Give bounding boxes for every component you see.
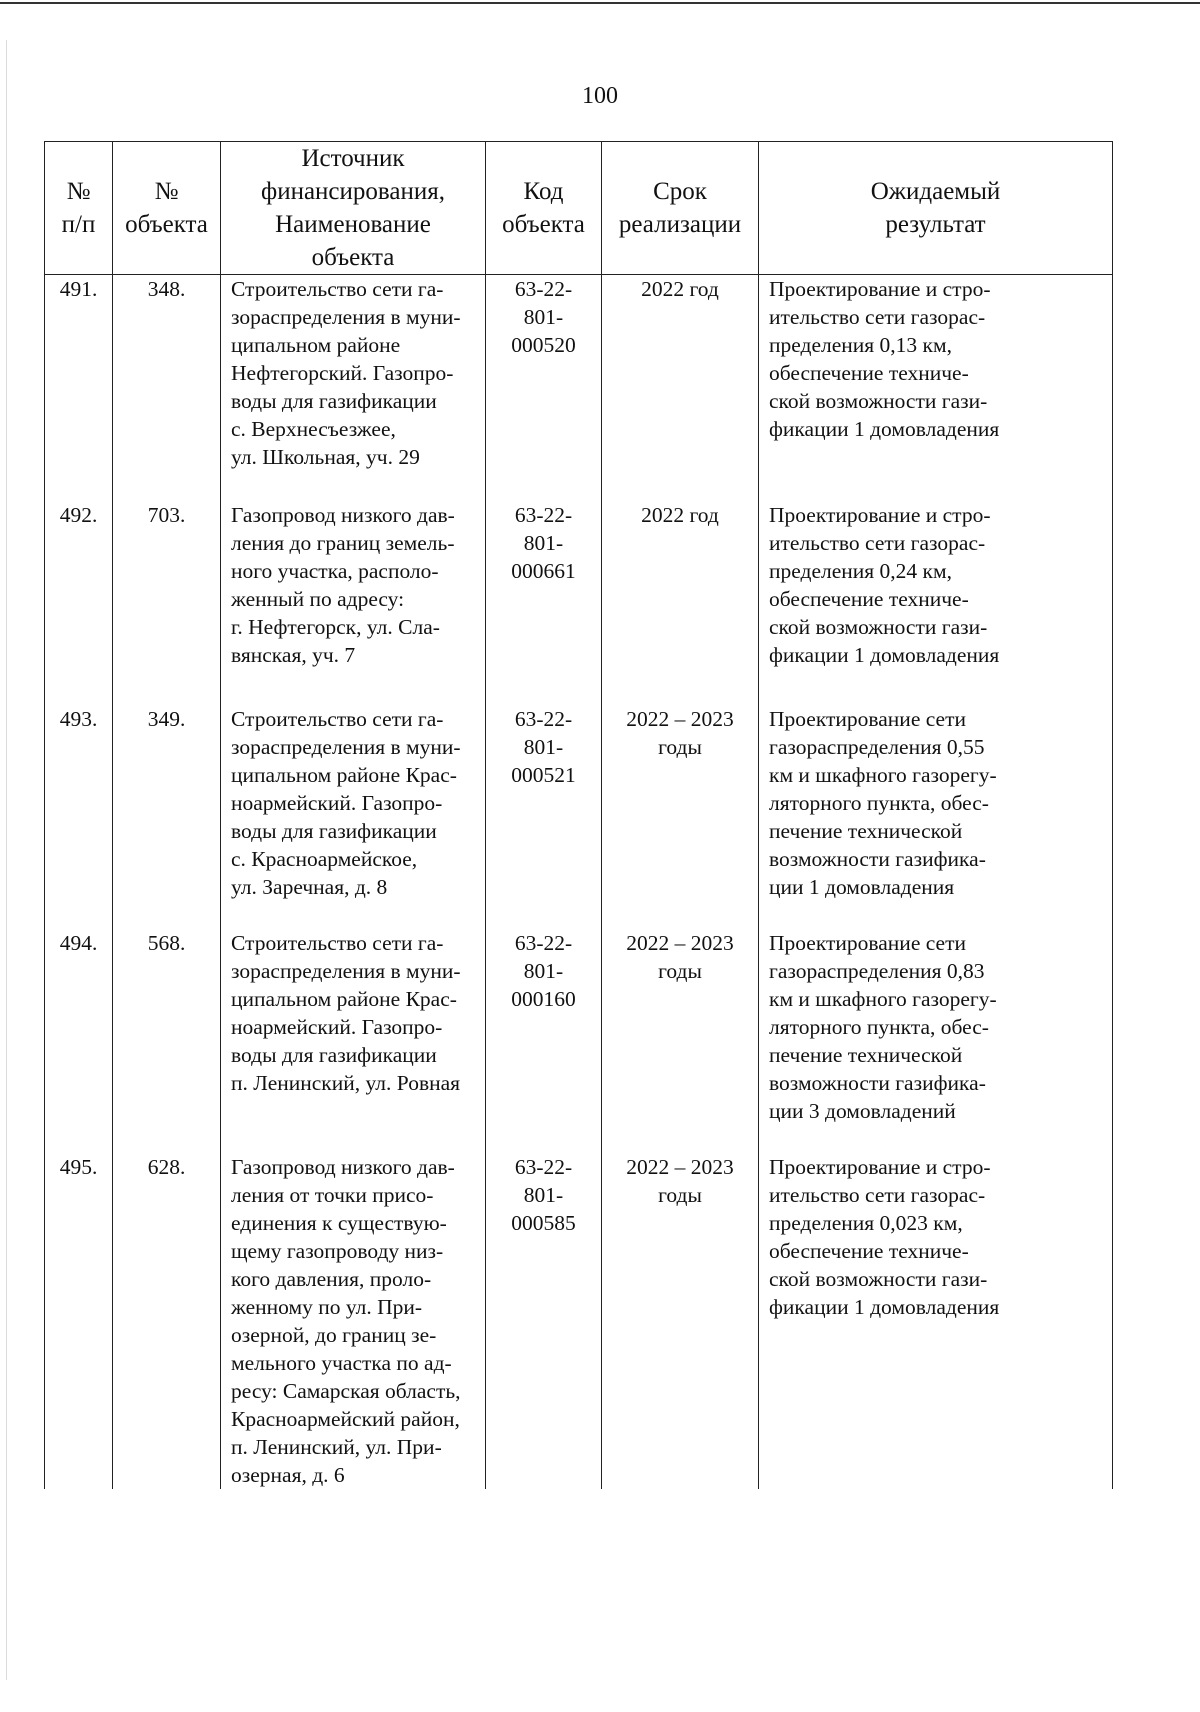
- object-code: 63-22- 801- 000520: [486, 275, 602, 501]
- implementation-term: 2022 – 2023 годы: [602, 1153, 759, 1489]
- expected-result: Проектирование сети газораспределения 0,83 км и шкафного газорегу- ляторного пункта, обес- печение технической возможности газифика- ции 3 домовладений: [759, 929, 1113, 1153]
- table-row: [45, 929, 1113, 1153]
- object-code: 63-22- 801- 000521: [486, 705, 602, 929]
- implementation-term: 2022 год: [602, 275, 759, 501]
- implementation-term: 2022 – 2023 годы: [602, 929, 759, 1153]
- row-number: 493.: [45, 705, 113, 929]
- expected-result: Проектирование и стро- ительство сети газорас- пределения 0,023 км, обеспечение техниче- ской возможности гази- фикации 1 домовладения: [759, 1153, 1113, 1489]
- header-expected-result: Ожидаемый результат: [759, 142, 1113, 275]
- table-row: [45, 275, 1113, 501]
- object-name: Строительство сети га- зораспределения в муни- ципальном районе Нефтегорский. Газопро- воды для газификации с. Верхнесъезжее, ул. Школьная, уч. 29: [221, 275, 486, 501]
- object-name: Газопровод низкого дав- ления от точки присо- единения к существую- щему газопроводу низ- кого давления, проло- женному по ул. При- озерной, до границ зе- мельного участка по ад- ресу: Самарская область, Красноармейский район, п. Ленинский, ул. При- озерная, д. 6: [221, 1153, 486, 1489]
- table-row: [45, 1153, 1113, 1489]
- header-row-number: № п/п: [45, 142, 113, 275]
- expected-result: Проектирование и стро- ительство сети газорас- пределения 0,13 км, обеспечение техниче- ской возможности гази- фикации 1 домовладения: [759, 275, 1113, 501]
- row-number: 494.: [45, 929, 113, 1153]
- header-funding-source: Источник финансирования, Наименование объекта: [221, 142, 486, 275]
- table-header-row: [45, 142, 1113, 275]
- expected-result: Проектирование сети газораспределения 0,55 км и шкафного газорегу- ляторного пункта, обес- печение технической возможности газифика- ции 1 домовладения: [759, 705, 1113, 929]
- expected-result: Проектирование и стро- ительство сети газорас- пределения 0,24 км, обеспечение техниче- ской возможности гази- фикации 1 домовладения: [759, 501, 1113, 705]
- object-code: 63-22- 801- 000160: [486, 929, 602, 1153]
- implementation-term: 2022 год: [602, 501, 759, 705]
- top-rule: [0, 2, 1200, 4]
- objects-table: [44, 141, 1113, 1489]
- row-number: 495.: [45, 1153, 113, 1489]
- table-row: [45, 501, 1113, 705]
- object-number: 348.: [113, 275, 221, 501]
- object-name: Строительство сети га- зораспределения в муни- ципальном районе Крас- ноармейский. Газопро- воды для газификации с. Красноармейское, ул. Заречная, д. 8: [221, 705, 486, 929]
- object-number: 703.: [113, 501, 221, 705]
- object-code: 63-22- 801- 000661: [486, 501, 602, 705]
- object-number: 628.: [113, 1153, 221, 1489]
- object-name: Газопровод низкого дав- ления до границ земель- ного участка, располо- женный по адресу: г. Нефтегорск, ул. Сла- вянская, уч. 7: [221, 501, 486, 705]
- header-object-code: Код объекта: [486, 142, 602, 275]
- object-number: 349.: [113, 705, 221, 929]
- row-number: 492.: [45, 501, 113, 705]
- row-number: 491.: [45, 275, 113, 501]
- object-number: 568.: [113, 929, 221, 1153]
- object-name: Строительство сети га- зораспределения в муни- ципальном районе Крас- ноармейский. Газопро- воды для газификации п. Ленинский, ул. Ровная: [221, 929, 486, 1153]
- implementation-term: 2022 – 2023 годы: [602, 705, 759, 929]
- table-row: [45, 705, 1113, 929]
- header-object-number: № объекта: [113, 142, 221, 275]
- header-term: Срок реализации: [602, 142, 759, 275]
- page-number: 100: [582, 83, 618, 109]
- scan-edge: [6, 40, 7, 1680]
- object-code: 63-22- 801- 000585: [486, 1153, 602, 1489]
